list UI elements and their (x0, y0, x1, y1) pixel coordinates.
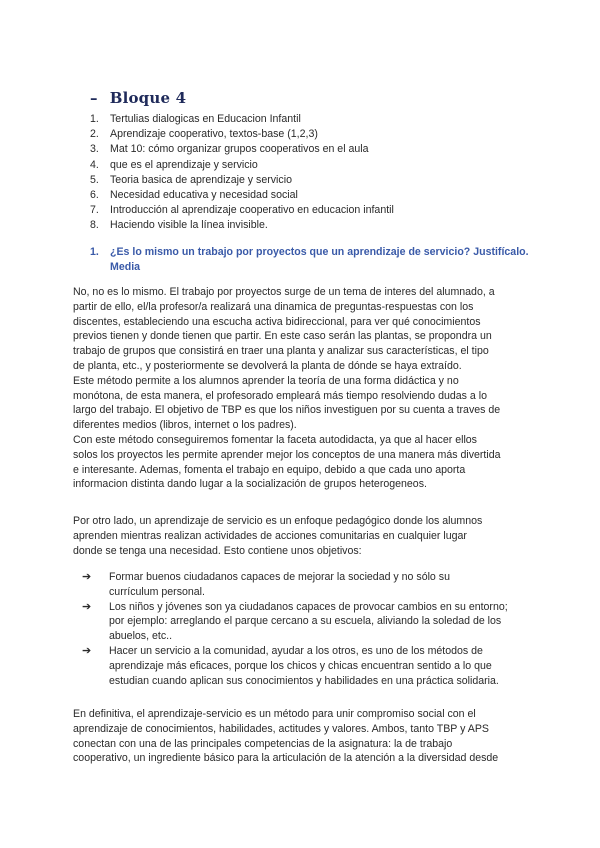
text-line: por ejemplo: arreglando el parque cercano a su escuela, aliviando la soledad de los (109, 615, 502, 628)
heading-title: Bloque 4 (109, 89, 187, 107)
list-item-number: 6. (90, 189, 99, 202)
text-line: aprendizaje de conocimientos, habilidades, actitudes y valores. Ambos, tanto TBP y APS (73, 722, 489, 735)
answer-paragraph-2 (73, 514, 522, 558)
text-line: Hacer un servicio a la comunidad, ayudar a los otros, es uno de los métodos de (109, 644, 483, 657)
text-line: previos tienen y donde tienen que partir. En este caso serán las plantas, se propondra un (73, 330, 492, 343)
text-line: e interesante. Ademas, fomenta el trabajo en equipo, debido a que cada uno aporta (73, 463, 466, 476)
topics-list (90, 112, 394, 234)
list-item-text (109, 644, 520, 688)
text-line: aprendizaje más eficaces, porque los chicos y chicas encuentran sentido a lo que (109, 659, 492, 672)
heading-dash: – (90, 89, 98, 107)
list-item-text: Introducción al aprendizaje cooperativo en educacion infantil (110, 204, 394, 217)
list-item-number: 7. (90, 204, 99, 217)
text-line: trabajo de grupos que consistirá en traer una planta y analizar sus características, el tipo (73, 345, 489, 358)
text-line: Por otro lado, un aprendizaje de servicio es un enfoque pedagógico donde los alumnos (73, 515, 483, 527)
text-line: discentes, estableciendo una escucha activa bidireccional, para ver qué conocimientos (73, 315, 481, 328)
text-line: abuelos, etc.. (109, 630, 173, 643)
text-line: diferentes medios (libros, internet o los padres). (73, 419, 297, 432)
list-item-number: 8. (90, 219, 99, 232)
list-item (90, 218, 394, 233)
list-item (90, 203, 394, 218)
list-item (90, 188, 394, 203)
arrow-bullet-icon: ➔ (82, 571, 92, 583)
list-item-text: Teoria basica de aprendizaje y servicio (110, 173, 292, 186)
list-item-text: Haciendo visible la línea invisible. (110, 219, 268, 232)
list-item-text: Tertulias dialogicas en Educacion Infantil (110, 113, 301, 125)
list-item (80, 600, 520, 644)
list-item-number: 4. (90, 158, 99, 171)
list-item (90, 112, 394, 127)
text-line: No, no es lo mismo. El trabajo por proyectos surge de un tema de interes del alumnado, a (73, 286, 495, 298)
text-line: Los niños y jóvenes son ya ciudadanos capaces de provocar cambios en su entorno; (109, 600, 508, 613)
list-item (80, 644, 520, 688)
section-heading (90, 89, 186, 107)
list-item (90, 158, 394, 173)
text-line: monótona, de esta manera, el profesorado empleará más tiempo resolviendo dudas a lo (73, 389, 487, 402)
list-item-text (109, 600, 520, 644)
list-item-text: que es el aprendizaje y servicio (110, 158, 258, 171)
answer-paragraph-1 (73, 285, 522, 492)
arrow-bullet-icon: ➔ (82, 644, 92, 657)
list-item-text: Aprendizaje cooperativo, textos-base (1,2,3) (110, 128, 318, 141)
list-item-number: 1. (90, 113, 99, 125)
text-line: cooperativo, un ingrediente básico para la articulación de la atención a la diversidad desde (73, 752, 499, 765)
text-line: Este método permite a los alumnos aprender la teoría de una forma didáctica y no (73, 374, 459, 387)
list-item-text: Mat 10: cómo organizar grupos cooperativos en el aula (110, 143, 369, 156)
text-line: solos los proyectos les permite aprender mejor los conceptos de una manera más divertida (73, 448, 501, 461)
text-line: estudian cuando aplican sus conocimientos y habilidades en una práctica solidaria. (109, 674, 499, 687)
text-line: partir de ello, el/la profesor/a realizará una dinamica de preguntas-respuestas con los (73, 300, 474, 313)
list-item-number: 2. (90, 128, 99, 141)
list-item (80, 570, 520, 600)
text-line: En definitiva, el aprendizaje-servicio es un método para unir compromiso social con el (73, 708, 476, 720)
list-item-text (109, 570, 520, 600)
list-item-number: 3. (90, 143, 99, 156)
question-text: ¿Es lo mismo un trabajo por proyectos que un aprendizaje de servicio? Justifícalo. Media (110, 246, 529, 273)
question-number: 1. (90, 246, 99, 258)
list-item (90, 142, 394, 157)
text-line: informacion distinta dando lugar a la socialización de grupos heterogeneos. (73, 478, 427, 491)
text-line: aprenden mientras realizan actividades de acciones comunitarias en cualquier lugar (73, 529, 467, 542)
list-item-number: 5. (90, 173, 99, 186)
arrow-bullet-icon: ➔ (82, 600, 92, 613)
question-heading (90, 245, 540, 275)
text-line: Formar buenos ciudadanos capaces de mejorar la sociedad y no sólo su (109, 571, 450, 583)
list-item-text: Necesidad educativa y necesidad social (110, 189, 298, 202)
text-line: Con este método conseguiremos fomentar la faceta autodidacta, ya que al hacer ellos (73, 433, 477, 446)
text-line: largo del trabajo. El objetivo de TBP es que los niños investiguen por su cuenta a traves de (73, 404, 501, 417)
text-line: donde se tenga una necesidad. Esto contiene unos objetivos: (73, 544, 362, 557)
text-line: currículum personal. (109, 585, 205, 598)
text-line: de planta, etc., y posteriormente se devolverá la planta de dónde se haya extraído. (73, 359, 462, 372)
list-item (90, 173, 394, 188)
objectives-list (80, 570, 520, 688)
answer-paragraph-3 (73, 707, 522, 766)
list-item (90, 127, 394, 142)
text-line: conectan con una de las principales competencias de la asignatura: la de trabajo (73, 737, 453, 750)
